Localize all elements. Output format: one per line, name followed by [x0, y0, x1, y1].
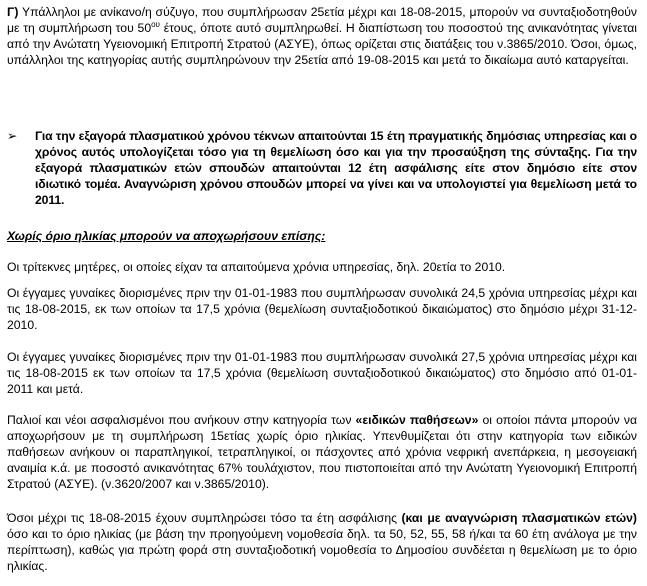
paragraph-married-women-27: Οι έγγαμες γυναίκες διορισμένες πριν την 01-01-1983 που συμπλήρωσαν συνολικά 27,5 χρόνια υπηρεσίας μέχρι και τις 18-08-2015 εκ των οποίων τα 17,5 χρόνια (θεμελίωση συνταξιοδοτικού δικαιώματος) στο δημόσιο από 01-01-2011 και μετά.: [7, 350, 637, 396]
section-g-text-2: έτους, όποτε αυτό συμπληρωθεί. Η διαπίστωση του ποσοστού της ανικανότητας γίνεται από την Ανώτατη Υγειονομική Επιτροπή Στρατού (ΑΣΥΕ), όπως ορίζεται στις διατάξεις του ν.3865/2010. Όσοι, όμως, υπάλληλοι της κατηγορίας αυτής συμπληρώνουν την 25ετία από 19-08-2015 και μετά το δικαίωμα αυτό καταργείται.: [7, 21, 637, 67]
paragraph-special-conditions: [7, 412, 637, 492]
age-limit-text-2: όσο και το όριο ηλικίας (με βάση την προηγούμενη νομοθεσία δηλ. τα 50, 52, 55, 58 ή/και τα 60 έτη ανάλογα με την περίπτωση), καθώς για πρώτη φορά στη συνταξιοδοτική νομοθεσία το Δημοσίου συνδέεται η θεμελίωση με το όριο ηλικίας.: [7, 527, 637, 573]
special-conditions-text-2: οι οποίοι πάντα μπορούν να αποχωρήσουν με τη συμπλήρωση 15ετίας χωρίς όριο ηλικίας. Υπενθυμίζεται ότι στην κατηγορία των ειδικών παθήσεων ανήκουν οι παραπληγικοί, τετραπληγικοί, οι πάσχοντες από χρόνια νεφρική ανεπάρκεια, η μεσογειακή αναιμία κ.ά. με ποσοστό ανικανότητας 67% τουλάχιστον, που πιστοποιείται από την Ανώτατη Υγειονομική Επιτροπή Στρατού (ΑΣΥΕ). (ν.3620/2007 και ν.3865/2010).: [7, 413, 638, 491]
age-limit-text-1: Όσοι μέχρι τις 18-08-2015 έχουν συμπληρώσει τόσο τα έτη ασφάλισης: [7, 511, 402, 525]
paragraph-age-limit: [7, 510, 637, 574]
section-g-text-1: Υπάλληλοι με ανίκανο/η σύζυγο, που συμπλήρωσαν 25ετία μέχρι και 18-08-2015, μπορούν να συνταξιοδοτηθούν με τη συμπλήρωση του 50: [7, 5, 638, 35]
special-conditions-text-1: Παλιοί και νέοι ασφαλισμένοι που ανήκουν στην κατηγορία των: [7, 413, 356, 427]
section-heading: Χωρίς όριο ηλικίας μπορούν να αποχωρήσουν επίσης:: [7, 229, 326, 243]
age-limit-bold: (και με αναγνώριση πλασματικών ετών): [401, 511, 637, 525]
bullet-text: Για την εξαγορά πλασματικού χρόνου τέκνων απαιτούνται 15 έτη πραγματικής δημόσιας υπηρεσίας και ο χρόνος αυτός υπολογίζεται τόσο για τη θεμελίωση όσο και για την προσαύξηση της σύνταξης. Για την εξαγορά πλασματικών ετών σπουδών απαιτούνται 12 έτη ασφάλισης είτε στον δημόσιο είτε στον ιδιωτικό τομέα. Αναγνώριση χρόνου σπουδών μπορεί να γίνει και να υπολογιστεί για θεμελίωση μετά το 2011.: [35, 129, 637, 207]
section-g-superscript: ου: [151, 19, 160, 29]
arrow-bullet-icon: ➢: [7, 129, 18, 143]
section-label: Γ): [7, 5, 19, 19]
paragraph-triple-mothers: Οι τρίτεκνες μητέρες, οι οποίες είχαν τα απαιτούμενα χρόνια υπηρεσίας, δηλ. 20ετία το 2010.: [7, 260, 506, 274]
paragraph-married-women-24: Οι έγγαμες γυναίκες διορισμένες πριν την 01-01-1983 που συμπλήρωσαν συνολικά 24,5 χρόνια υπηρεσίας μέχρι και τις 18-08-2015, εκ των οποίων τα 17,5 χρόνια (θεμελίωση συνταξιοδοτικού δικαιώματος) στο δημόσιο μέχρι 31-12-2010.: [7, 286, 637, 332]
special-conditions-bold: «ειδικών παθήσεων»: [355, 413, 479, 427]
paragraph-section-g: [7, 4, 637, 68]
